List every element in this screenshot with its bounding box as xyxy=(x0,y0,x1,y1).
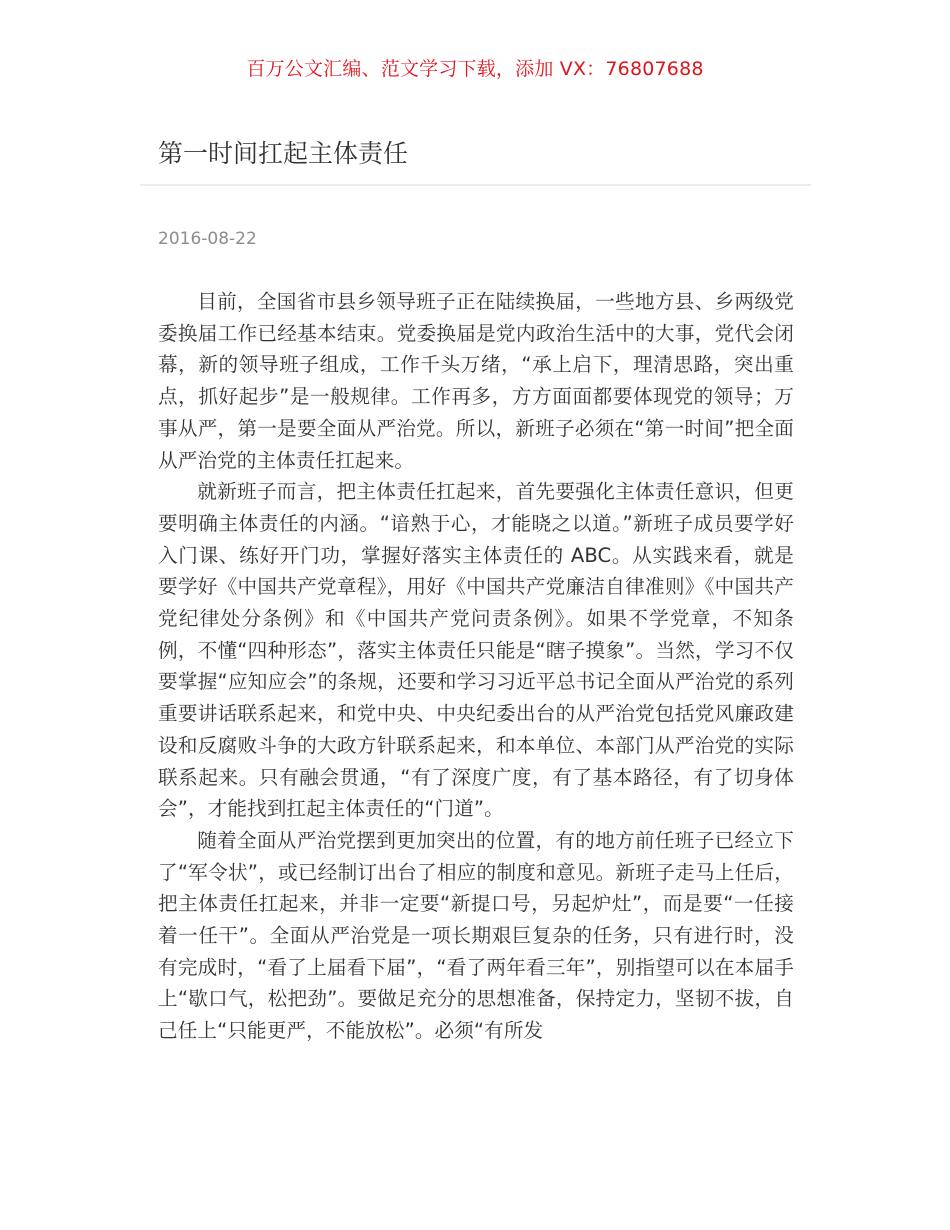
article-paragraph: 目前，全国省市县乡领导班子正在陆续换届，一些地方县、乡两级党委换届工作已经基本结束。党委换届是党内政治生活中的大事，党代会闭幕，新的领导班子组成，工作千头万绪，“承上启下，理清思路，突出重点，抓好起步”是一般规律。工作再多，方方面面都要体现党的领导；万事从严，第一是要全面从严治党。所以，新班子必须在“第一时间”把全面从严治党的主体责任扛起来。 xyxy=(158,290,794,472)
title-divider xyxy=(140,184,811,186)
download-banner: 百万公文汇编、范文学习下载，添加 VX：76807688 xyxy=(246,58,704,80)
article-paragraph: 随着全面从严治党摆到更加突出的位置，有的地方前任班子已经立下了“军令状”，或已经制订出台了相应的制度和意见。新班子走马上任后，把主体责任扛起来，并非一定要“新提口号，另起炉灶”，而是要“一任接着一任干”。全面从严治党是一项长期艰巨复杂的任务，只有进行时，没有完成时，“看了上届看下届”，“看了两年看三年”，别指望可以在本届手上“歇口气，松把劲”。要做足充分的思想准备，保持定力，坚韧不拔，自己任上“只能更严，不能放松”。必须“有所发 xyxy=(158,828,794,1043)
article-body xyxy=(158,286,794,1047)
article-title: 第一时间扛起主体责任 xyxy=(158,139,409,168)
publish-date: 2016-08-22 xyxy=(158,229,257,249)
article-paragraph: 就新班子而言，把主体责任扛起来，首先要强化主体责任意识，但更要明确主体责任的内涵。“谙熟于心，才能晓之以道。”新班子成员要学好入门课、练好开门功，掌握好落实主体责任的 ABC。从实践来看，就是要学好《中国共产党章程》，用好《中国共产党廉洁自律准则》《中国共产党纪律处分条例》和《中国共产党问责条例》。如果不学党章，不知条例，不懂“四种形态”，落实主体责任只能是“瞎子摸象”。当然，学习不仅要掌握“应知应会”的条规，还要和学习习近平总书记全面从严治党的系列重要讲话联系起来，和党中央、中央纪委出台的从严治党包括党风廉政建设和反腐败斗争的大政方针联系起来，和本单位、本部门从严治党的实际联系起来。只有融会贯通，“有了深度广度，有了基本路径，有了切身体会”，才能找到扛起主体责任的“门道”。 xyxy=(158,480,794,821)
